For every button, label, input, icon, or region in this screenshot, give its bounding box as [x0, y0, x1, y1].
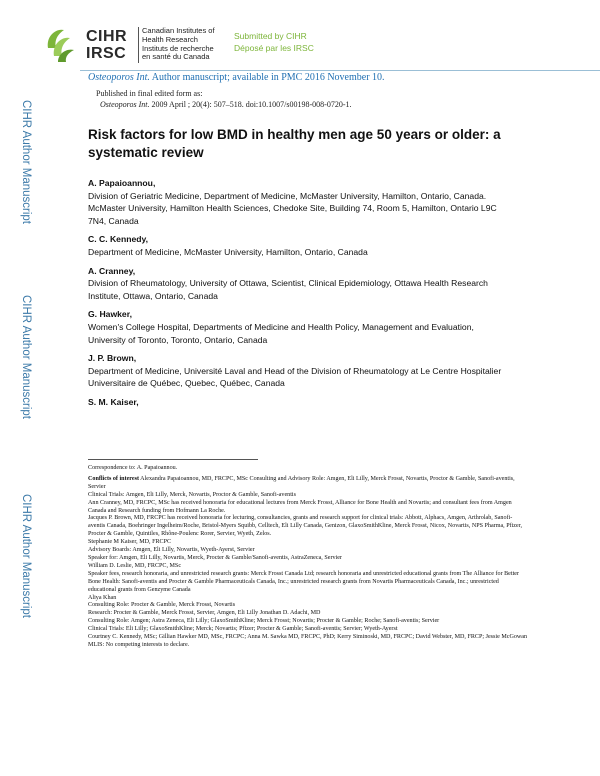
manuscript-journal: Osteoporos Int. — [88, 72, 150, 83]
logo-name-line: Canadian Institutes of — [142, 26, 215, 35]
article-title: Risk factors for low BMD in healthy men age 50 years or older: a systematic review — [88, 127, 501, 160]
cihr-leaf-logo-icon — [44, 26, 84, 66]
sidebar-label: CIHR Author Manuscript — [20, 100, 32, 224]
logo-name-line: en santé du Canada — [142, 52, 210, 62]
author-name[interactable]: A. Papaioannou — [88, 178, 153, 188]
footnote-rule — [88, 459, 258, 460]
author-name[interactable]: G. Hawker — [88, 309, 130, 320]
logo-name-line: Health Research — [142, 34, 198, 44]
footnote-line: Clinical Trials: Eli Lilly; GlaxoSmithKline; Merck; Novartis; Pfizer; Procter & Gamble; Sanofi-aventis; Servier; Wyeth-Ayerst — [88, 626, 398, 633]
footnote-line: Speaker for: Amgen, Eli Lilly, Novartis, Merck, Procter & Gamble/Sanofi-aventis, AstraZeneca, Servier — [88, 554, 342, 561]
author-entry: G. Hawker, Women's College Hospital, Departments of Medicine and Health Policy, Management and Evaluation, University of Toronto, Toronto, Ontario, Canada — [88, 308, 508, 346]
conflicts-label: Conflicts of interest — [88, 475, 139, 482]
logo-institute-names — [142, 27, 215, 62]
logo-acronym-fr: IRSC — [86, 45, 127, 62]
logo-acronyms — [86, 28, 127, 62]
footnote-line: William D. Leslie, MD, FRCPC, MSc — [88, 562, 182, 569]
footnote-line: Speaker fees, research honoraria, and unrestricted research grants: Merck Frosst Canada Ltd; research honoraria and unrestricted educational grants from The Alliance for Better Bone Health: Sanofi-aventis and Procter & Gamble Pharmaceuticals Canada, Inc.; unrestricted research grants from Novartis Pharmaceuticals Canada, Inc.; unrestricted educational grants from Genzyme Canada — [88, 570, 520, 593]
manuscript-availability-text: Author manuscript; available in PMC 2016 November 10. — [149, 72, 385, 83]
footnote-line: Consulting Role: Procter & Gamble, Merck Frosst, Novartis — [88, 602, 236, 609]
author-affiliation: Division of Rheumatology, University of Ottawa, Scientist, Clinical Epidemiology, Ottawa Health Research Institute, Ottawa, Ontario, Canada — [88, 278, 488, 301]
author-entry: A. Cranney, Division of Rheumatology, University of Ottawa, Scientist, Clinical Epidemiology, Ottawa Health Research Institute, Ottawa, Ontario, Canada — [88, 265, 508, 303]
footnote-line: Ann Cranney, MD, FRCPC, MSc has received honoraria for educational lectures from Merck Frosst, Alliance for Bone Health and Novartis; and consultant fees from Amgen Canada and Research funding from Hofmann La Roche. — [88, 499, 512, 514]
manuscript-availability[interactable] — [88, 72, 385, 83]
author-affiliation: Department of Medicine, McMaster University, Hamilton, Ontario, Canada — [88, 246, 368, 257]
footnotes — [88, 465, 528, 650]
footnote-line: Consulting Role: Amgen; Astra Zeneca, Eli Lilly; GlaxoSmithKline; Merck Frosst; Novartis; Procter & Gamble; Roche; Sanofi-aventis; Servier — [88, 618, 440, 625]
author-entry: A. Papaioannou, Division of Geriatric Medicine, Department of Medicine, McMaster University, Hamilton, Ontario, Canada. McMaster University, Hamilton Health Sciences, Chedoke Site, Building 74, Room 5, Hamilton, Ontario L9C 7N4, Canada — [88, 177, 508, 227]
submitted-by — [234, 30, 314, 54]
citation-journal: Osteoporos Int. — [100, 100, 150, 109]
logo-name-line: Instituts de recherche — [142, 43, 214, 53]
author-entry: S. M. Kaiser, — [88, 396, 139, 407]
logo-acronym-en: CIHR — [86, 28, 128, 45]
footnote-line: Jacques P. Brown, MD, FRCPC has received honoraria for lecturing, consultancies, grants and research support for clinical trials: Abbott, Alphacs, Amgen, Arthrolab, Sanofi-aventis Canada, Boehringer Ingelheim/Roche, Bristol-Myers Squibb, Celltech, Eli Lilly Canada, Genizon, GlaxoSmithKline, Merck Frosst, Nicox, Novartis, NPS Pharma, Pfizer, Procter & Gamble, Quintiles, Rhône-Poulenc Rorer, Servier, Wyeth, Zelos. — [88, 515, 523, 538]
footnote-line: Aliya Khan — [88, 594, 117, 601]
submitted-fr: Déposé par les IRSC — [234, 43, 314, 53]
submitted-en: Submitted by CIHR — [234, 31, 307, 41]
author-entry: J. P. Brown, Department of Medicine, Université Laval and Head of the Division of Rheumatology at Le Centre Hospitalier Universitaire de Québec, Quebec, Québec, Canada — [88, 352, 508, 390]
logo-divider — [138, 27, 139, 63]
footnote-line: Stephanie M Kaiser, MD, FRCPC — [88, 539, 172, 546]
author-entry: C. C. Kennedy, Department of Medicine, McMaster University, Hamilton, Ontario, Canada — [88, 233, 508, 258]
footnote-line: Clinical Trials: Amgen, Eli Lilly, Merck, Novartis, Proctor & Gamble, Sanofi-aventis — [88, 491, 296, 498]
sidebar-label: CIHR Author Manuscript — [20, 295, 32, 419]
author-affiliation: Women's College Hospital, Departments of Medicine and Health Policy, Management and Evaluation, University of Toronto, Toronto, Ontario, Canada — [88, 321, 474, 345]
correspondence-note: Correspondence to: A. Papaioannou. — [88, 465, 178, 471]
conflicts-intro: Alexandra Papaioannou, MD, FRCPC, MSc Consulting and Advisory Role: Amgen, Eli Lilly, Merck Frosst, Novartis, Proctor & Gamble, Sanofi-aventis, Servier — [88, 475, 515, 490]
header-rule — [80, 70, 600, 71]
footnote-line: Courtney C. Kennedy, MSc; Gillian Hawker MD, MSc, FRCPC; Anna M. Sawka MD, FRCPC, PhD; Kerry Siminoski, MD, FRCPC; David Webster, MD, FRCP; Jessie McGowan MLIS: No competing interests to declare. — [88, 634, 528, 648]
footnote-line: Research: Procter & Gamble, Merck Frosst, Servier, Amgen, Eli Lilly Jonathan D. Adachi, MD — [88, 610, 321, 617]
author-name[interactable]: S. M. Kaiser — [88, 396, 137, 407]
conflicts-of-interest — [88, 476, 528, 492]
sidebar-label: CIHR Author Manuscript — [20, 494, 32, 618]
publication-info — [96, 88, 351, 110]
author-name[interactable]: A. Cranney — [88, 265, 133, 276]
author-name[interactable]: C. C. Kennedy — [88, 234, 146, 245]
author-affiliation: Division of Geriatric Medicine, Department of Medicine, McMaster University, Hamilton, Ontario, Canada. McMaster University, Hamilton Health Sciences, Chedoke Site, Building 74, Room 5, Hamilton, Ontario L9C 7N4, Canada — [88, 190, 497, 226]
cihr-logo — [44, 26, 219, 66]
footnote-line: Advisory Boards: Amgen, Eli Lilly, Novartis, Wyeth-Ayerst, Servier — [88, 547, 255, 554]
published-label: Published in final edited form as: — [96, 89, 203, 98]
author-name[interactable]: J. P. Brown — [88, 353, 134, 364]
citation-details: 2009 April ; 20(4): 507–518. doi:10.1007/s00198-008-0720-1. — [149, 100, 352, 109]
citation — [96, 99, 351, 110]
author-affiliation: Department of Medicine, Université Laval and Head of the Division of Rheumatology at Le Centre Hospitalier Universitaire de Québec, Quebec, Québec, Canada — [88, 365, 502, 389]
author-list — [88, 177, 508, 415]
